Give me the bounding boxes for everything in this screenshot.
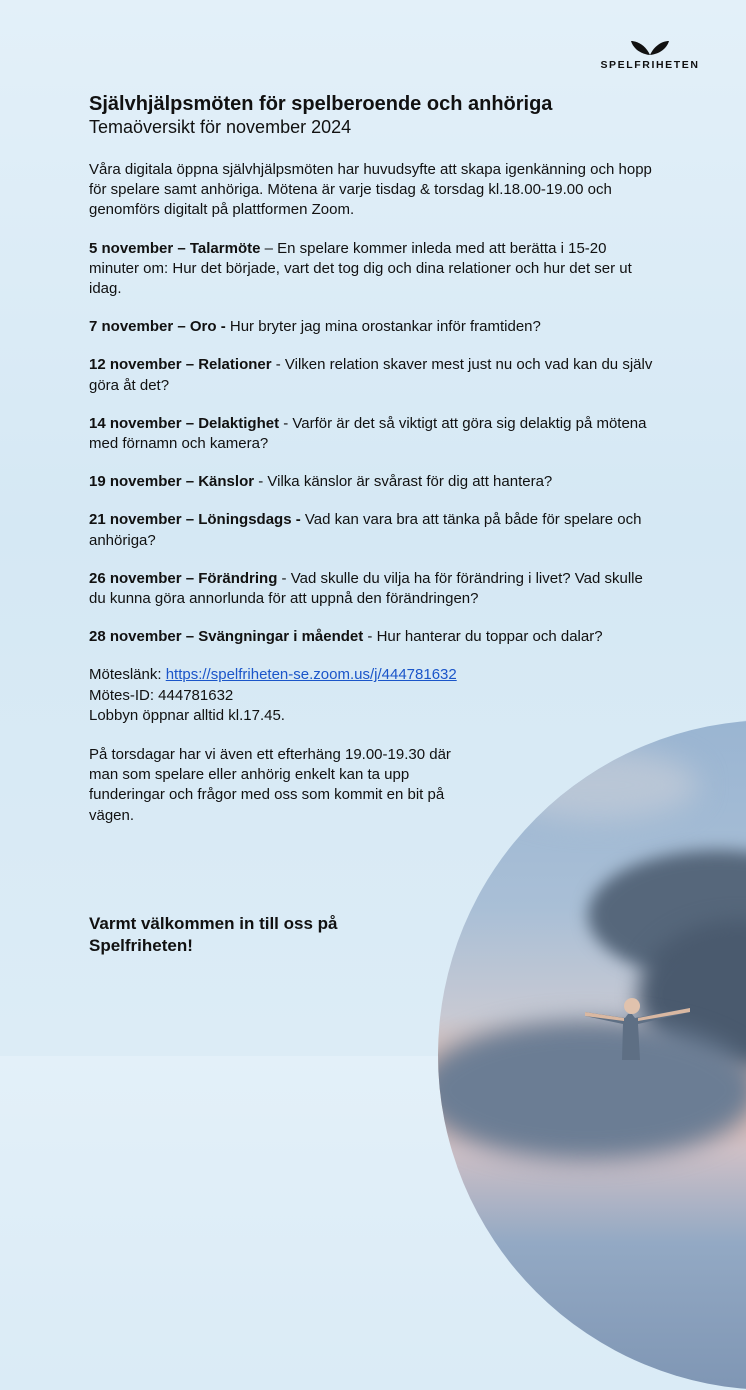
person-silhouette: [580, 990, 700, 1060]
page-subtitle: Temaöversikt för november 2024: [89, 117, 352, 137]
meeting-link-label: Möteslänk:: [89, 666, 166, 684]
lobby-time: Lobbyn öppnar alltid kl.17.45.: [89, 706, 285, 724]
session-heading: 5 november – Talarmöte: [89, 239, 261, 257]
session-item: [89, 239, 659, 300]
meeting-id: Mötes-ID: 444781632: [89, 686, 234, 704]
session-list: [89, 239, 659, 648]
meeting-link-line: [89, 665, 659, 685]
thursday-paragraph: På torsdagar har vi även ett efterhäng 19.00-19.30 där man som spelare eller anhörig enkelt kan ta upp funderingar och frågor med oss som kommit en bit på vägen.: [89, 746, 451, 824]
session-item: [89, 472, 659, 492]
session-description: - Vad skulle du vilja ha för förändring i livet? Vad skulle du kunna göra annorlunda för att uppnå den förändringen?: [89, 569, 643, 608]
session-heading: 14 november – Delaktighet: [89, 414, 280, 432]
session-description: – En spelare kommer inleda med att berätta i 15-20 minuter om: Hur det började, vart det tog dig och dina relationer och hur det ser ut idag.: [89, 239, 632, 298]
session-item: [89, 414, 659, 454]
session-item: [89, 317, 659, 337]
logo-text: SPELFRIHETEN: [600, 59, 700, 71]
session-heading: 26 november – Förändring: [89, 569, 278, 587]
session-description: - Varför är det så viktigt att göra sig delaktig på mötena med förnamn och kamera?: [89, 414, 647, 453]
session-heading: 28 november – Svängningar i måendet: [89, 628, 364, 646]
session-description: - Vilka känslor är svårast för dig att hantera?: [254, 473, 553, 491]
session-item: [89, 355, 659, 395]
session-heading: 7 november – Oro -: [89, 318, 226, 336]
main-content: [89, 92, 659, 826]
session-description: Vad kan vara bra att tänka på både för spelare och anhöriga?: [89, 511, 642, 549]
session-heading: 12 november – Relationer: [89, 356, 272, 374]
page-title: Självhjälpsmöten för spelberoende och anhöriga: [89, 93, 553, 115]
intro-paragraph: Våra digitala öppna självhjälpsmöten har huvudsyfte att skapa igenkänning och hopp för spelare samt anhöriga. Mötena är varje tisdag & torsdag kl.18.00-19.00 och genomförs digitalt på plattformen Zoom.: [89, 161, 652, 219]
wings-icon: [630, 40, 670, 56]
session-heading: 19 november – Känslor: [89, 473, 255, 491]
session-item: [89, 510, 659, 550]
session-heading: 21 november – Löningsdags -: [89, 511, 301, 529]
session-item: [89, 627, 659, 647]
spelfriheten-logo: [596, 40, 704, 71]
meeting-info: [89, 665, 659, 726]
session-item: [89, 569, 659, 609]
session-description: - Vilken relation skaver mest just nu och vad kan du själv göra åt det?: [89, 356, 653, 394]
zoom-meeting-link[interactable]: https://spelfriheten-se.zoom.us/j/444781632: [165, 666, 457, 684]
closing-message: Varmt välkommen in till oss på Spelfriheten!: [89, 914, 338, 955]
session-description: Hur bryter jag mina orostankar inför framtiden?: [225, 318, 541, 336]
session-description: - Hur hanterar du toppar och dalar?: [363, 628, 603, 646]
